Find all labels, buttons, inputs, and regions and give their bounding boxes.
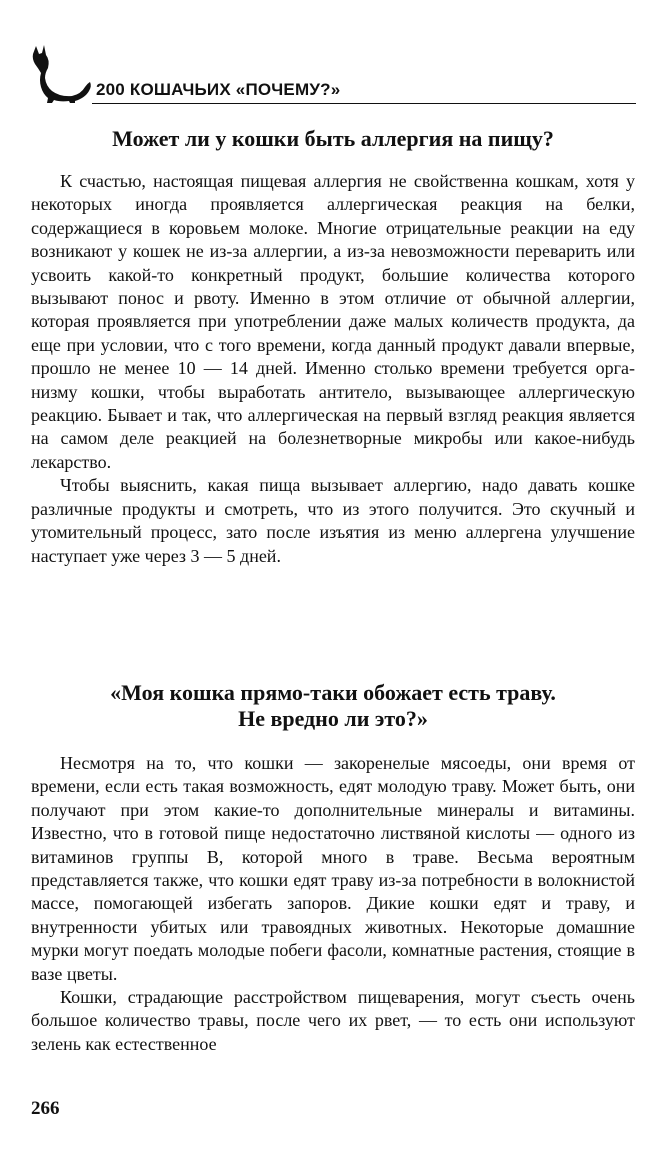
section-heading-eating-grass (30, 680, 636, 732)
paragraph: К счастью, настоящая пищевая аллергия не свойственна кошкам, хотя у некоторых иногда проявляется аллергическая реакция на белки, содержащиеся в коровьем молоке. Многие отрицательные реакции на еду возникают у кошек не из-за аллергии, а из-за невозможности переварить или усвоить какой-то конкретный продукт, большие количества которого вызывают понос и рвоту. Именно в этом отличие от обычной аллергии, которая проявляется при употреблении даже малых количеств продукта, да еще при условии, что с того времени, когда данный продукт давали впервые, прошло не менее 10 — 14 дней. Именно столько времени требуется организму кошки, чтобы выработать антитело, вызывающее аллергическую реакцию. Бывает и так, что аллергическая на первый взгляд реакция является на самом деле реакцией на болезнетворные микробы или какое-нибудь лекарство. (31, 171, 635, 472)
paragraph: Чтобы выяснить, какая пища вызывает аллергию, надо давать кошке различные продукты и смотреть, что из этого получится. Это скучный и утомительный процесс, зато после изъятия из меню аллергена улучшение наступает уже через 3 — 5 дней. (31, 475, 635, 566)
running-header (30, 42, 636, 106)
section-heading-food-allergy: Может ли у кошки быть аллергия на пищу? (112, 126, 554, 151)
page-number: 266 (31, 1098, 60, 1119)
heading-line: «Моя кошка прямо-таки обожает есть траву. (110, 680, 556, 705)
cat-silhouette-icon (30, 42, 92, 106)
header-divider (92, 103, 636, 104)
section-eating-grass-body (31, 752, 635, 1056)
paragraph: Кошки, страдающие расстройством пищеварения, могут съесть очень большое количество травы, после чего их рвет, — то есть они используют зелень как естественное (31, 987, 635, 1054)
heading-line: Не вредно ли это?» (238, 706, 428, 731)
section-food-allergy-body (31, 170, 635, 568)
running-title: 200 КОШАЧЬИХ «ПОЧЕМУ?» (96, 80, 341, 99)
paragraph: Несмотря на то, что кошки — закоренелые мясоеды, они время от времени, если есть такая возможность, едят молодую траву. Может быть, они получают при этом какие-то дополнительные минералы и витамины. Известно, что в готовой пище недостаточно листвяной кислоты — одного из витаминов группы В, которой много в траве. Весьма вероятным представляется также, что кошки едят траву из-за потребности в волокнистой массе, помогающей избегать запоров. Дикие кошки едят и траву, и внутренности убитых или травоядных животных. Некоторые домашние мурки могут поедать молодые побеги фасоли, комнатные растения, стоящие в вазе цветы. (31, 753, 635, 984)
